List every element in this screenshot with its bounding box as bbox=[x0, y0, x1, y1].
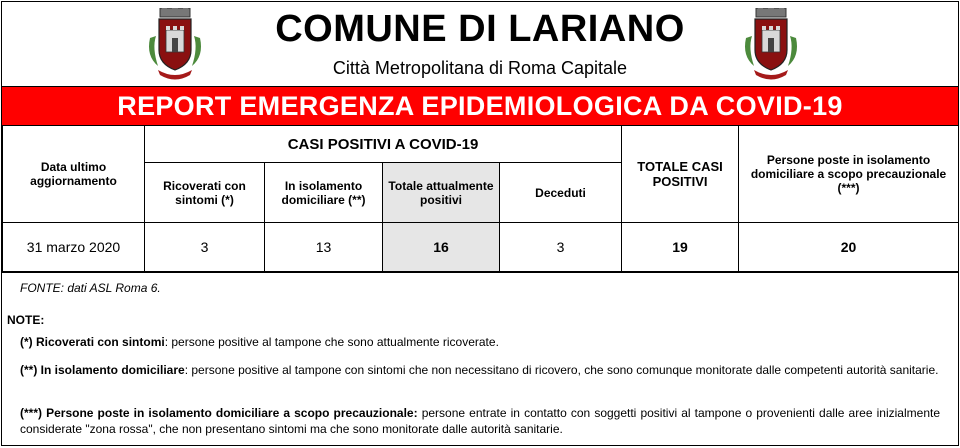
notes-title: NOTE: bbox=[7, 313, 45, 327]
precauzionale-value: 20 bbox=[739, 223, 959, 272]
table-row bbox=[3, 223, 959, 272]
coat-of-arms-icon bbox=[740, 8, 802, 84]
covid-report bbox=[1, 1, 959, 446]
precauzionale-header: Persone poste in isolamento domiciliare a scopo precauzionale (***) bbox=[739, 126, 959, 223]
isolamento-value: 13 bbox=[265, 223, 383, 272]
deceduti-value: 3 bbox=[500, 223, 622, 272]
note-label: (**) In isolamento domiciliare bbox=[20, 363, 185, 377]
notes-section bbox=[2, 272, 958, 445]
page-subtitle: Città Metropolitana di Roma Capitale bbox=[332, 58, 628, 78]
totale-attuali-header: Totale attualmente positivi bbox=[383, 163, 500, 223]
report-header bbox=[2, 2, 958, 86]
group-header-casi-positivi: CASI POSITIVI A COVID-19 bbox=[145, 126, 622, 163]
ricoverati-value: 3 bbox=[145, 223, 265, 272]
source-note: FONTE: dati ASL Roma 6. bbox=[20, 281, 161, 295]
ricoverati-header: Ricoverati con sintomi (*) bbox=[145, 163, 265, 223]
totale-attuali-value: 16 bbox=[383, 223, 500, 272]
page-title: COMUNE DI LARIANO bbox=[275, 8, 685, 50]
totale-casi-header: TOTALE CASI POSITIVI bbox=[622, 126, 739, 223]
date-value: 31 marzo 2020 bbox=[3, 223, 145, 272]
note-text: : persone positive al tampone che sono attualmente ricoverate. bbox=[164, 335, 499, 349]
deceduti-header: Deceduti bbox=[500, 163, 622, 223]
note-text: persone entrate in contatto con soggetti positivi al tampone o provenienti dalle aree inizialmente considerate "zona rossa", che non presentano sintomi ma che sono monitorate dalle autorità sanitarie. bbox=[20, 406, 940, 436]
note-item bbox=[20, 362, 940, 378]
note-item bbox=[20, 334, 940, 350]
note-label: (***) Persone poste in isolamento domiciliare a scopo precauzionale: bbox=[20, 406, 418, 420]
report-banner: REPORT EMERGENZA EPIDEMIOLOGICA DA COVID-19 bbox=[2, 86, 958, 126]
totale-casi-value: 19 bbox=[622, 223, 739, 272]
date-header: Data ultimo aggiornamento bbox=[3, 126, 145, 223]
note-label: (*) Ricoverati con sintomi bbox=[20, 335, 165, 349]
note-text: : persone positive al tampone con sintomi che non necessitano di ricovero, che sono comunque monitorate dalle competenti autorità sanitarie. bbox=[184, 363, 939, 377]
isolamento-header: In isolamento domiciliare (**) bbox=[265, 163, 383, 223]
covid-data-table bbox=[2, 125, 959, 272]
note-item bbox=[20, 405, 940, 437]
